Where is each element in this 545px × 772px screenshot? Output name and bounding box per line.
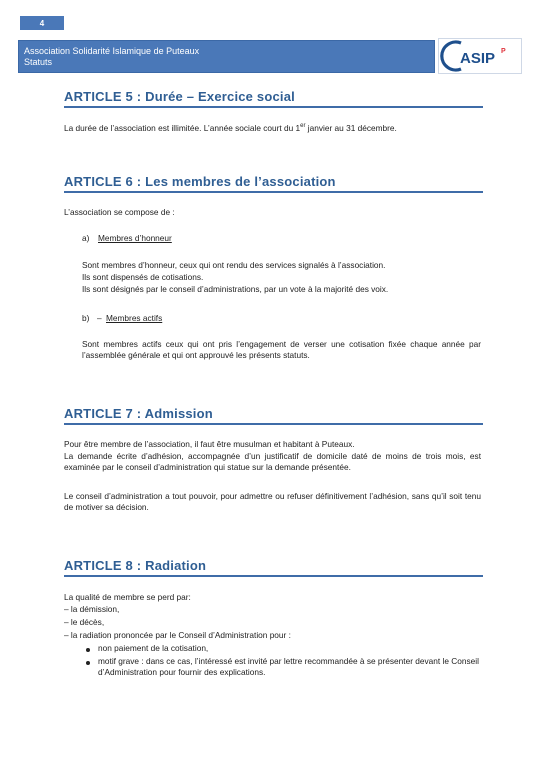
article-6-b-heading: Membres actifs <box>106 313 163 323</box>
article-5-title: ARTICLE 5 : Durée – Exercice social <box>64 89 483 108</box>
article-8-bullet-1: non paiement de la cotisation, <box>98 643 209 653</box>
article-6-intro: L’association se compose de : <box>64 207 175 217</box>
article-7-p2: La demande écrite d’adhésion, accompagnée d’un justificatif de domicile daté de moins de trois mois, est examinée par le conseil d’administration qui statue sur la demande présentée. <box>64 451 481 473</box>
logo-text: ASIP <box>460 50 496 67</box>
bullet-dot-1 <box>86 648 90 652</box>
article-6-a-line-1: Sont membres d’honneur, ceux qui ont rendu des services signalés à l’association. <box>82 260 386 270</box>
article-5-text-end: janvier au 31 décembre. <box>305 122 397 133</box>
article-7-p3: Le conseil d’administration a tout pouvoir, pour admettre ou refuser définitivement l’adhésion, sans qu’il soit tenu de motiver sa décision. <box>64 491 481 513</box>
article-6-a-marker: a) <box>82 233 90 243</box>
article-6-a-line-2: Ils sont dispensés de cotisations. <box>82 272 204 282</box>
article-6-b-marker: b) <box>82 313 90 323</box>
article-8-title: ARTICLE 8 : Radiation <box>64 558 483 577</box>
header-document-type: Statuts <box>24 57 53 67</box>
article-8-bullet-2: motif grave : dans ce cas, l’intéressé est invité par lettre recommandée à se présenter devant le Conseil d’Administration pour fournir des explications. <box>98 656 479 678</box>
asip-logo-graphic <box>439 39 521 73</box>
article-6-b-dash: – <box>97 313 102 323</box>
header-association-name: Association Solidarité Islamique de Puteaux <box>24 46 200 56</box>
header-banner <box>18 40 435 73</box>
bullet-dot-2 <box>86 661 90 665</box>
article-5-text <box>64 121 494 134</box>
article-6-a-line-3: Ils sont désignés par le conseil d’administrations, par un vote à la majorité des voix. <box>82 284 389 294</box>
article-6-title: ARTICLE 6 : Les membres de l’association <box>64 174 483 193</box>
article-5-sup: er <box>300 123 306 129</box>
page-number: 4 <box>20 16 64 30</box>
article-7-p1: Pour être membre de l’association, il faut être musulman et habitant à Puteaux. <box>64 439 355 449</box>
article-8-dash-item-1: – la démission, <box>64 604 120 614</box>
article-6-b-text: Sont membres actifs ceux qui ont pris l’engagement de verser une cotisation fixée chaque année par l’assemblée générale et qui ont approuvé les présents statuts. <box>82 339 481 361</box>
article-7-title: ARTICLE 7 : Admission <box>64 406 483 425</box>
article-8-intro: La qualité de membre se perd par: <box>64 592 191 602</box>
article-8-dash-item-3: – la radiation prononcée par le Conseil d’Administration pour : <box>64 630 291 640</box>
article-8-dash-item-2: – le décès, <box>64 617 105 627</box>
logo-crescent <box>442 42 461 70</box>
asip-logo <box>438 38 522 74</box>
logo-superscript: P <box>501 48 506 55</box>
article-5-text-start: La durée de l’association est illimitée. L’année sociale court du 1 <box>64 122 301 133</box>
article-6-a-heading: Membres d’honneur <box>98 233 172 243</box>
